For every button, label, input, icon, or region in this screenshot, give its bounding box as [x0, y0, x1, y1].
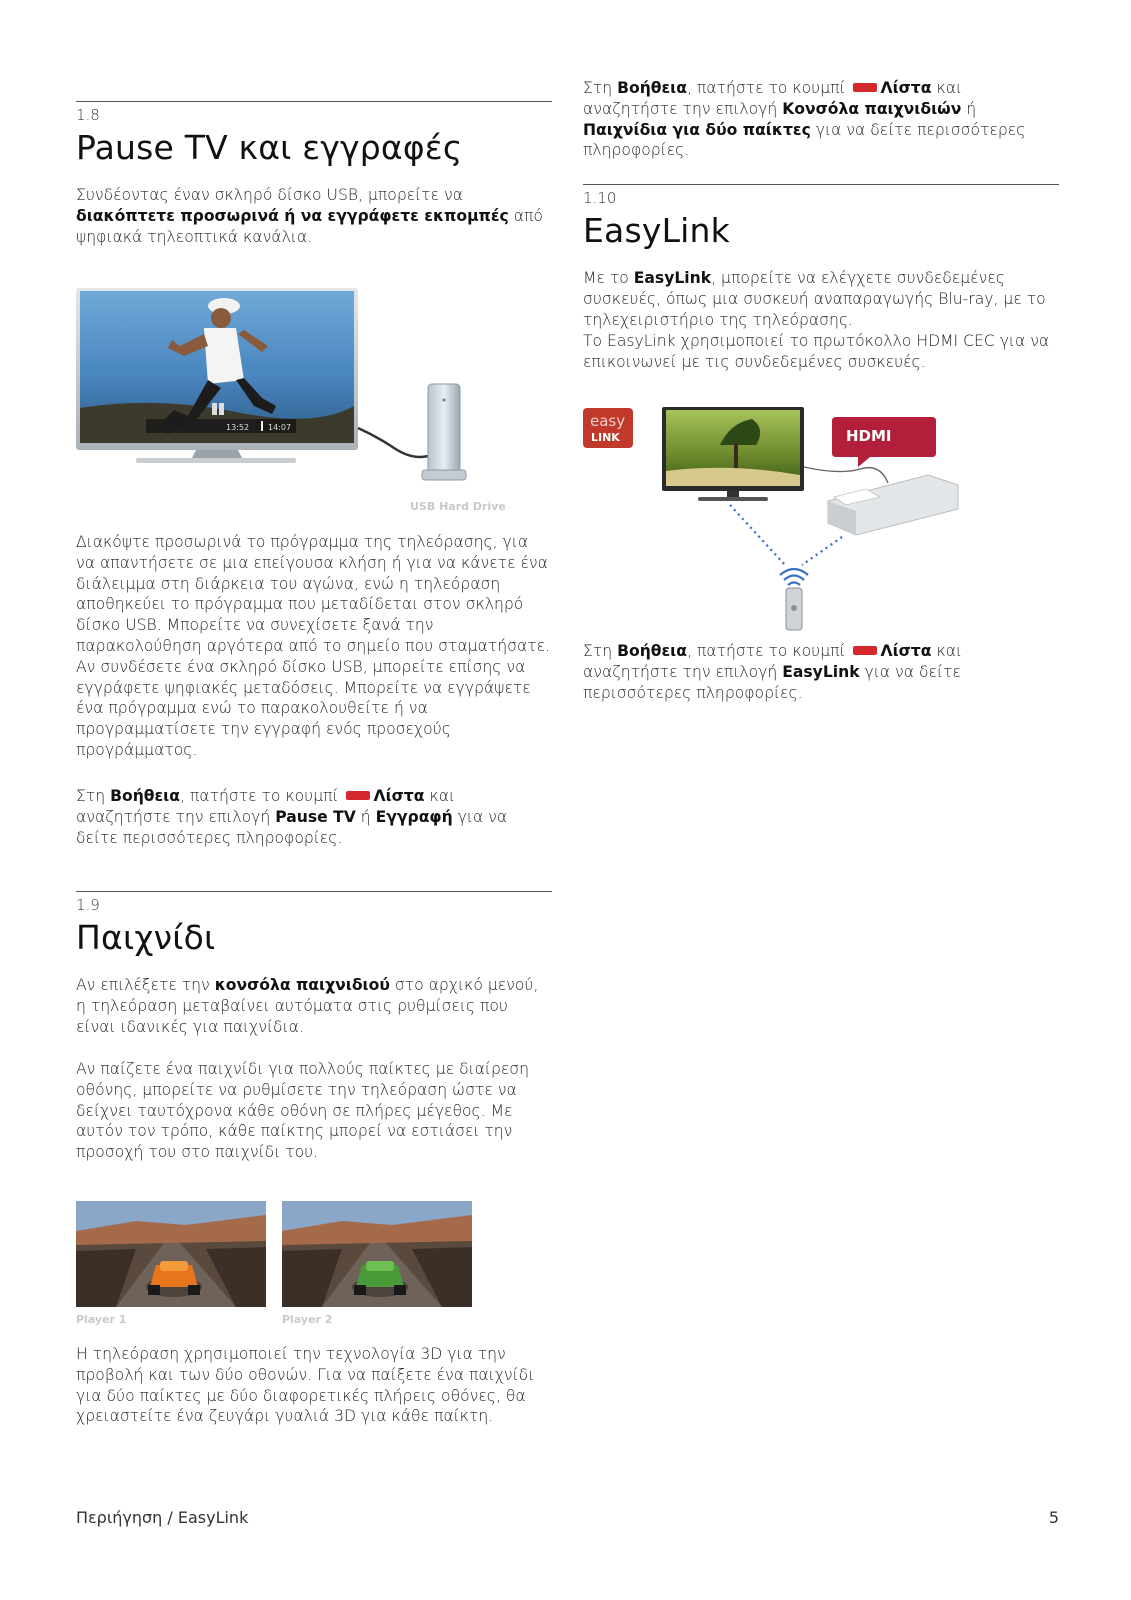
- player-2-screen: [282, 1201, 472, 1307]
- section-intro: Αν επιλέξετε την κονσόλα παιχνιδιού στο αρχικό μενού, η τηλεόραση μεταβαίνει αυτόματα στις ρυθμίσεις που είναι ιδανικές για παιχνίδια.: [76, 976, 539, 1036]
- section-number: 1.9: [76, 896, 100, 914]
- section-body: Αν παίζετε ένα παιχνίδι για πολλούς παίκτες με διαίρεση οθόνης, μπορείτε να ρυθμίσετε την τηλεόραση ώστε να δείχνει ταυτόχρονα κάθε οθόνη σε πλήρες μέγεθος. Με αυτόν τον τρόπο, κάθε παίκτης μπορεί να εστιάσει την προσοχή του στο παιχνίδι του.: [76, 1060, 530, 1162]
- time-end: 14:07: [268, 423, 292, 432]
- red-key-icon: [346, 791, 370, 800]
- help-instruction: Στη Βοήθεια, πατήστε το κουμπί Λίστα και αναζητήστε την επιλογή Κονσόλα παιχνιδιών ή Παιχνίδια για δύο παίκτες για να δείτε περισσότερες πληροφορίες.: [583, 79, 1026, 160]
- section-divider: [76, 891, 552, 892]
- image-caption: USB Hard Drive: [410, 500, 506, 513]
- footer-breadcrumb: Περιήγηση / EasyLink: [76, 1508, 249, 1527]
- time-start: 13:52: [226, 423, 250, 432]
- section-title: Παιχνίδι: [76, 918, 216, 957]
- help-instruction: Στη Βοήθεια, πατήστε το κουμπί Λίστα και αναζητήστε την επιλογή Pause TV ή Εγγραφή για να δείτε περισσότερες πληροφορίες.: [76, 787, 508, 847]
- section-intro: Συνδέοντας έναν σκληρό δίσκο USB, μπορείτε να διακόπτετε προσωρινά ή να εγγράφετε εκπομπές από ψηφιακά τηλεοπτικά κανάλια.: [76, 186, 543, 246]
- easylink-illustration: [580, 405, 960, 631]
- section-intro-2: Το EasyLink χρησιμοποιεί το πρωτόκολλο HDMI CEC για να επικοινωνεί με τις συνδεδεμένες συσκευές.: [583, 332, 1050, 371]
- easylink-logo-bottom: LINK: [591, 431, 620, 444]
- red-key-icon: [853, 646, 877, 655]
- player-2-label: Player 2: [282, 1313, 333, 1326]
- red-key-icon: [853, 83, 877, 92]
- pause-tv-illustration: [76, 288, 516, 493]
- easylink-logo-top: easy: [590, 412, 626, 430]
- hdmi-label: HDMI: [846, 427, 892, 445]
- player-1-label: Player 1: [76, 1313, 127, 1326]
- section-title: Pause TV και εγγραφές: [76, 128, 463, 167]
- section-title: EasyLink: [583, 211, 730, 250]
- section-number: 1.8: [76, 106, 100, 124]
- section-body: Διακόψτε προσωρινά το πρόγραμμα της τηλεόρασης, για να απαντήσετε σε μια επείγουσα κλήση ή για να κάνετε ένα διάλειμμα στη διάρκεια του αγώνα, ενώ η τηλεόραση αποθηκεύει το πρόγραμμα που μεταδίδεται στον σκληρό δίσκο USB. Μπορείτε να συνεχίσετε ξανά την παρακολούθηση αργότερα από το σημείο που σταματήσατε. Αν συνδέσετε ένα σκληρό δίσκο USB, μπορείτε επίσης να εγγράφετε ψηφιακές μεταδόσεις. Μπορείτε να εγγράψετε ένα πρόγραμμα ενώ το παρακολουθείτε ή να προγραμματίσετε την εγγραφή ενός προσεχούς προγράμματος.: [76, 533, 551, 759]
- section-body: Η τηλεόραση χρησιμοποιεί την τεχνολογία 3D για την προβολή και των δύο οθονών. Για να παίξετε ένα παιχνίδι για δύο παίκτες με δύο διαφορετικές πλήρεις οθόνες, θα χρειαστείτε ένα ζευγάρι γυαλιά 3D για κάθε παίκτη.: [76, 1345, 535, 1426]
- player-1-screen: [76, 1201, 266, 1307]
- page-number: 5: [1048, 1508, 1059, 1527]
- help-instruction: Στη Βοήθεια, πατήστε το κουμπί Λίστα και αναζητήστε την επιλογή EasyLink για να δείτε περισσότερες πληροφορίες.: [583, 642, 963, 702]
- section-number: 1.10: [583, 189, 617, 207]
- section-intro: Με το EasyLink, μπορείτε να ελέγχετε συνδεδεμένες συσκευές, όπως μια συσκευή αναπαραγωγής Blu-ray, με το τηλεχειριστήριο της τηλεόρασης.: [583, 269, 1046, 329]
- section-divider: [583, 184, 1059, 185]
- section-divider: [76, 101, 552, 102]
